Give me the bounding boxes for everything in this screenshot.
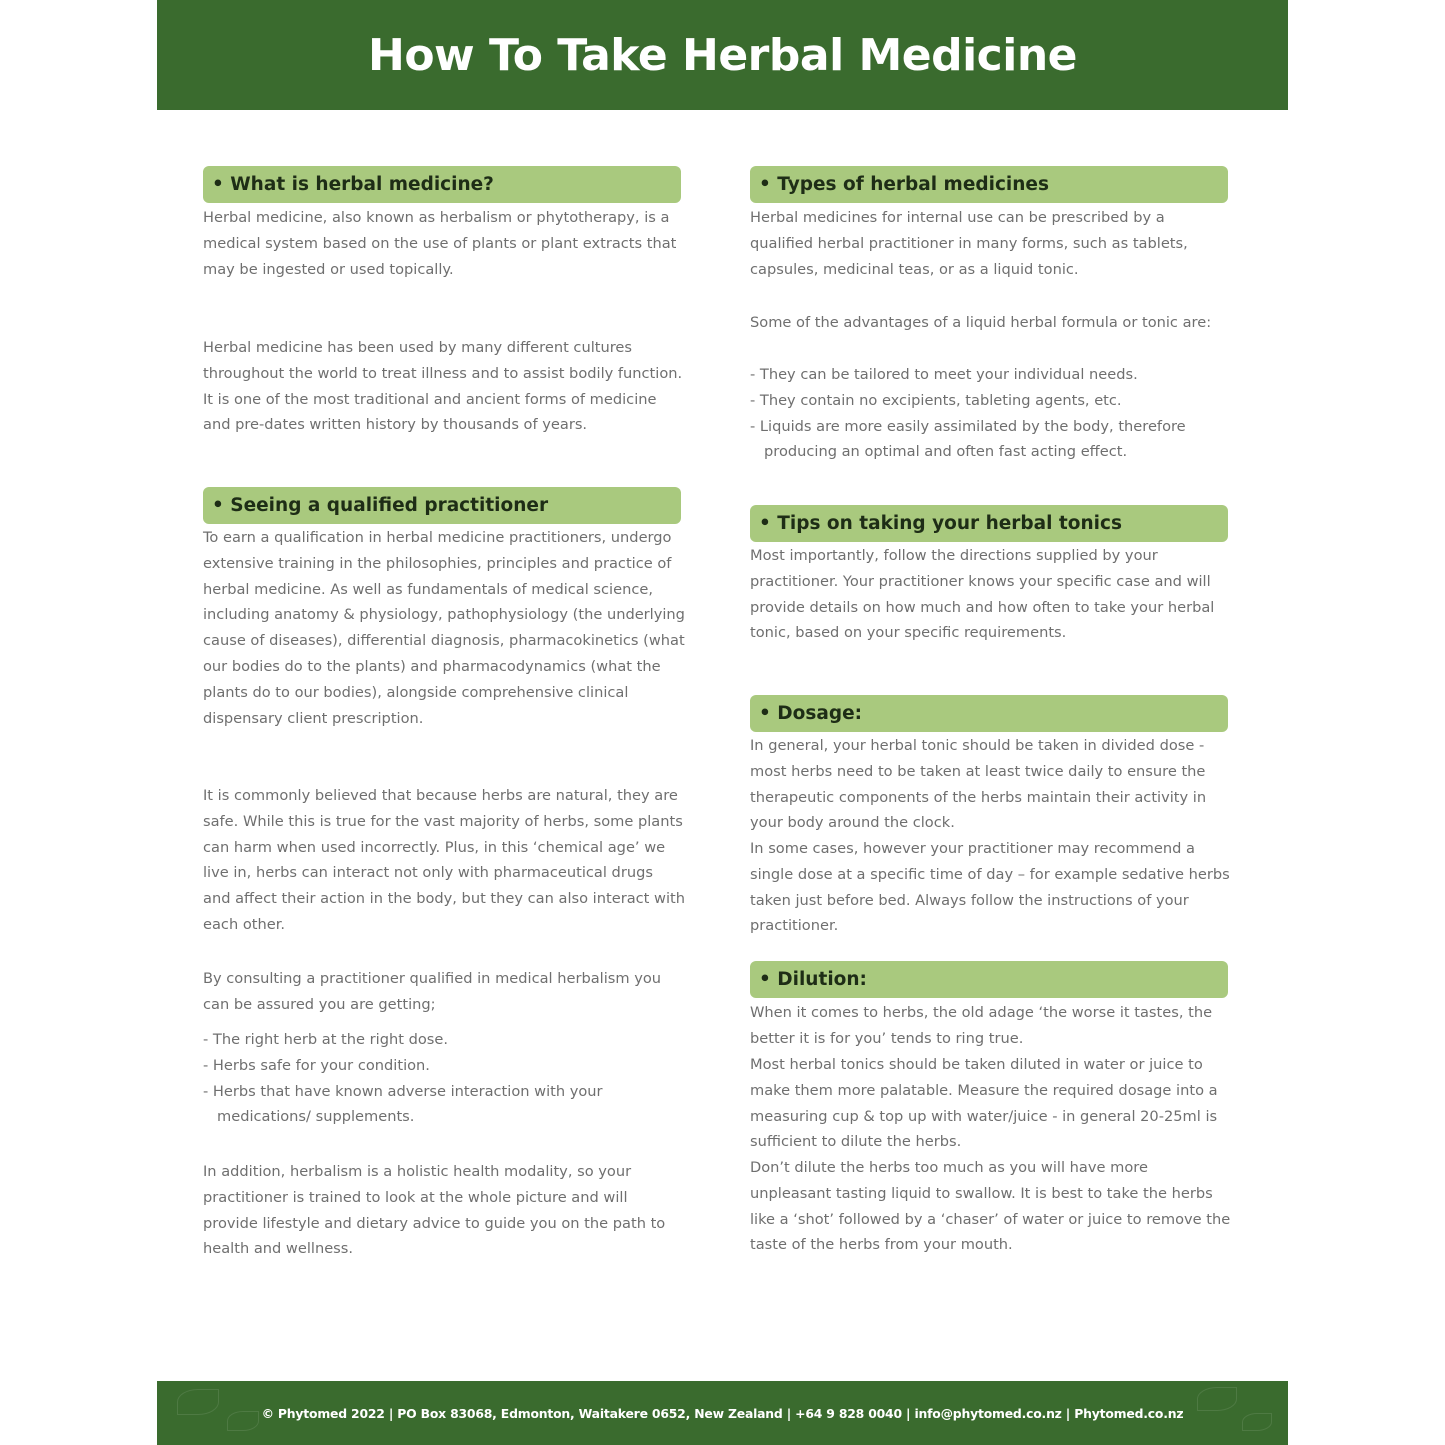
tips-paragraph-1: Most importantly, follow the directions supplied by your practitioner. Your practitioner knows your specific case and will provide details on how much and how often to take your herbal tonic, based on your specific requirements. [750, 547, 1215, 642]
practitioner-paragraph-3: By consulting a practitioner qualified in medical herbalism you can be assured you are getting; [203, 970, 662, 1013]
dilution-paragraph-1: When it comes to herbs, the old adage ‘the worse it tastes, the better it is for you’ tends to ring true. [750, 1004, 1213, 1047]
dosage-paragraph-2: In some cases, however your practitioner may recommend a single dose at a specific time of day – for example sedative herbs taken just before bed. Always follow the instructions of your practitioner. [750, 840, 1230, 935]
dilution-paragraph-2: Most herbal tonics should be taken diluted in water or juice to make them more palatable. Measure the required dosage into a measuring cup & top up with water/juice - in general 20-25ml is sufficient to dilute the herbs. [750, 1056, 1218, 1151]
list-item: - They can be tailored to meet your individual needs. [750, 366, 1138, 383]
list-item: - Liquids are more easily assimilated by the body, therefore producing an optimal and often fast acting effect. [750, 417, 1186, 461]
practitioner-benefits-list [203, 1027, 685, 1130]
leaf-decoration-icon [177, 1389, 219, 1415]
leaf-decoration-icon [1197, 1387, 1237, 1411]
list-item: - Herbs safe for your condition. [203, 1056, 430, 1074]
section-heading-dilution: • Dilution: [750, 961, 1228, 998]
section-heading-dosage: • Dosage: [750, 695, 1228, 732]
dilution-paragraph-3: Don’t dilute the herbs too much as you will have more unpleasant tasting liquid to swallow. It is best to take the herbs like a ‘shot’ followed by a ‘chaser’ of water or juice to remove the taste of the herbs from your mouth. [750, 1159, 1231, 1254]
section-heading-types: • Types of herbal medicines [750, 166, 1228, 203]
leaf-decoration-icon [1242, 1413, 1272, 1431]
footer-contact-text: © Phytomed 2022 | PO Box 83068, Edmonton, Waitakere 0652, New Zealand | +64 9 828 0040 | info@phytomed.co.nz | Phytomed.co.nz [261, 1405, 1184, 1421]
dosage-paragraph-1: In general, your herbal tonic should be taken in divided dose - most herbs need to be taken at least twice daily to ensure the therapeutic components of the herbs maintain their activity in your body around the clock. [750, 737, 1207, 832]
page-title: How To Take Herbal Medicine [368, 29, 1077, 81]
list-item: - The right herb at the right dose. [203, 1031, 448, 1048]
what-is-paragraph-2: Herbal medicine has been used by many different cultures throughout the world to treat illness and to assist bodily function. It is one of the most traditional and ancient forms of medicine and pre-dates written history by thousands of years. [203, 339, 683, 434]
section-heading-tips: • Tips on taking your herbal tonics [750, 505, 1228, 542]
types-paragraph-2: Some of the advantages of a liquid herbal formula or tonic are: [750, 314, 1212, 331]
page-footer [157, 1381, 1288, 1445]
section-heading-practitioner: • Seeing a qualified practitioner [203, 487, 681, 524]
leaf-decoration-icon [227, 1411, 259, 1431]
types-paragraph-1: Herbal medicines for internal use can be prescribed by a qualified herbal practitioner in many forms, such as tablets, capsules, medicinal teas, or as a liquid tonic. [750, 209, 1188, 278]
page-header [157, 0, 1288, 110]
practitioner-paragraph-2: It is commonly believed that because herbs are natural, they are safe. While this is true for the vast majority of herbs, some plants can harm when used incorrectly. Plus, in this ‘chemical age’ we live in, herbs can interact not only with pharmaceutical drugs and affect their action in the body, but they can also interact with each other. [203, 787, 685, 933]
list-item: - Herbs that have known adverse interaction with your medications/ supplements. [203, 1082, 603, 1126]
what-is-paragraph-1: Herbal medicine, also known as herbalism or phytotherapy, is a medical system based on the use of plants or plant extracts that may be ingested or used topically. [203, 209, 677, 278]
practitioner-paragraph-1: To earn a qualification in herbal medicine practitioners, undergo extensive training in the philosophies, principles and practice of herbal medicine. As well as fundamentals of medical science, including anatomy & physiology, pathophysiology (the underlying cause of diseases), differential diagnosis, pharmacokinetics (what our bodies do to the plants) and pharmacodynamics (what the plants do to our bodies), alongside comprehensive clinical dispensary client prescription. [203, 529, 685, 727]
liquid-advantages-list [750, 362, 1232, 465]
section-heading-what-is: • What is herbal medicine? [203, 166, 681, 203]
list-item: - They contain no excipients, tableting agents, etc. [750, 391, 1122, 409]
practitioner-paragraph-4: In addition, herbalism is a holistic health modality, so your practitioner is trained to look at the whole picture and will provide lifestyle and dietary advice to guide you on the path to health and wellness. [203, 1163, 666, 1258]
